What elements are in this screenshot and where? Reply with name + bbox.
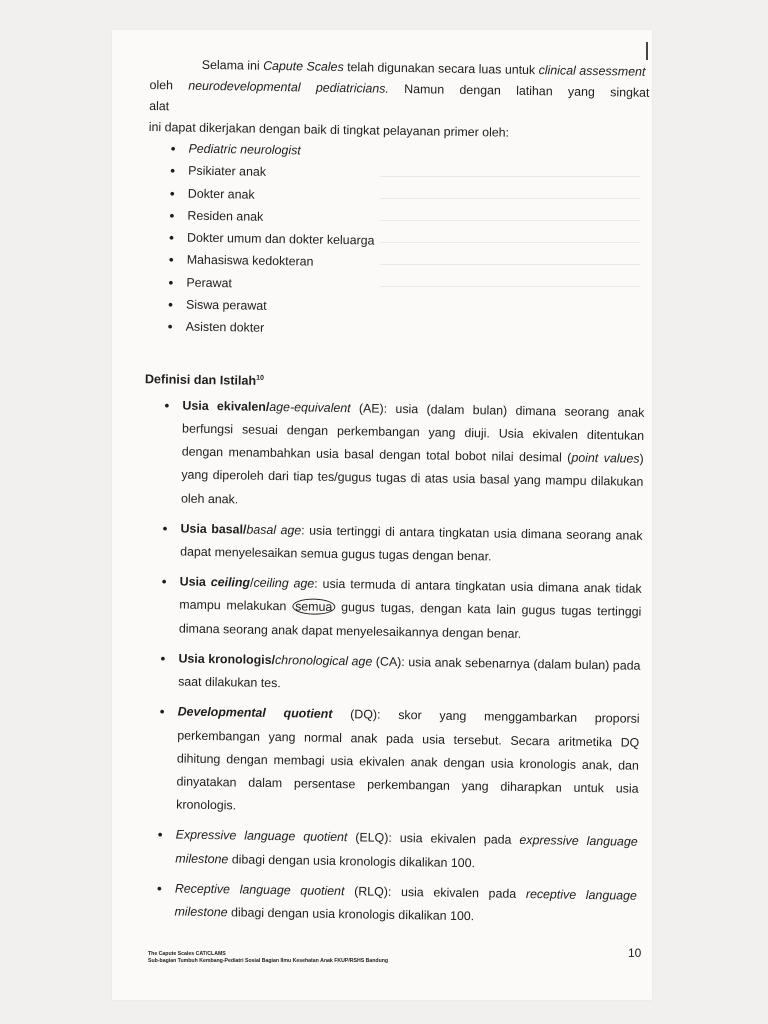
intro-paragraph <box>149 54 650 146</box>
list-item: • Asisten dokter <box>168 317 646 347</box>
reference-superscript: 10 <box>256 374 265 382</box>
definition-receptive-language-quotient: • Receptive language quotient (RLQ): usia ekivalen pada receptive language milestone dibagi dengan usia kronologis dikalikan 100. <box>156 877 637 931</box>
section-heading: Definisi dan Istilah$^{10}$ <box>144 371 265 388</box>
definition-developmental-quotient: • Developmental quotient (DQ): skor yang menggambarkan proporsi perkembangan yang normal anak pada usia tersebut. Secara aritmetika DQ dihitung dengan membagi usia ekivalen anak dengan usia kronologis anak, dan dinyatakan dalam persentase perkembangan yang diharapkan untuk usia kronologis. <box>158 701 640 825</box>
list-item: • Dokter umum dan dokter keluarga <box>169 228 647 258</box>
page-footer <box>148 951 388 965</box>
definitions-list <box>136 394 644 931</box>
circled-word: semua <box>292 599 335 616</box>
list-item: • Psikiater anak <box>170 161 648 191</box>
page-number: 10 <box>628 946 642 960</box>
list-item: • Mahasiswa kedokteran <box>169 250 647 280</box>
page-content <box>136 54 650 938</box>
definition-chronological-age: • Usia kronologis/chronological age (CA): usia anak sebenarnya (dalam bulan) pada saat dilakukan tes. <box>160 647 641 701</box>
list-item: • Residen anak <box>169 205 647 235</box>
intro-line-2: oleh neurodevelopmental pediatricians. Namun dengan latihan yang singkat alat <box>149 77 650 114</box>
definition-expressive-language-quotient: • Expressive language quotient (ELQ): usia ekivalen pada expressive language milestone dibagi dengan usia kronologis dikalikan 100. <box>157 824 638 878</box>
footer-title: The Capute Scales CAT/CLAMS <box>148 951 226 957</box>
footer-department: Sub-bagian Tumbuh Kembang-Pediatri Sosial Bagian Ilmu Kesehatan Anak FKUP/RSHS Bandung <box>148 958 389 964</box>
definition-age-equivalent: • Usia ekivalen/age-equivalent (AE): usia (dalam bulan) dimana seorang anak berfungsi sesuai dengan perkembangan yang diuji. Usia ekivalen ditentukan dengan menambahkan usia basal dengan total bobot nilai desimal (point values) yang diperoleh dari tiap tes/gugus tugas di atas usia basal yang mampu dilakukan oleh anak. <box>163 394 645 518</box>
definition-ceiling-age: • Usia ceiling/ceiling age: usia termuda di antara tingkatan usia dimana anak tidak mampu melakukan semua gugus tugas, dengan kata lain gugus tugas tertinggi dimana seorang anak dapat menyelesaikannya dengan benar. <box>161 571 642 648</box>
page-edge-mark <box>646 42 648 60</box>
list-item: • Perawat <box>168 272 646 302</box>
definition-basal-age: • Usia basal/basal age: usia tertinggi di antara tingkatan usia dimana seorang anak dapat menyelesaikan semua gugus tugas dengan benar. <box>162 517 643 571</box>
intro-line-1: Selama ini Capute Scales telah digunakan secara luas untuk clinical assessment <box>201 57 646 79</box>
list-item: • Dokter anak <box>170 183 648 213</box>
list-item: • Pediatric neurologist <box>170 138 648 168</box>
intro-line-3: ini dapat dikerjakan dengan baik di tingkat pelayanan primer oleh: <box>148 119 510 140</box>
practitioner-list <box>146 138 649 347</box>
list-item: • Siswa perawat <box>168 294 646 324</box>
